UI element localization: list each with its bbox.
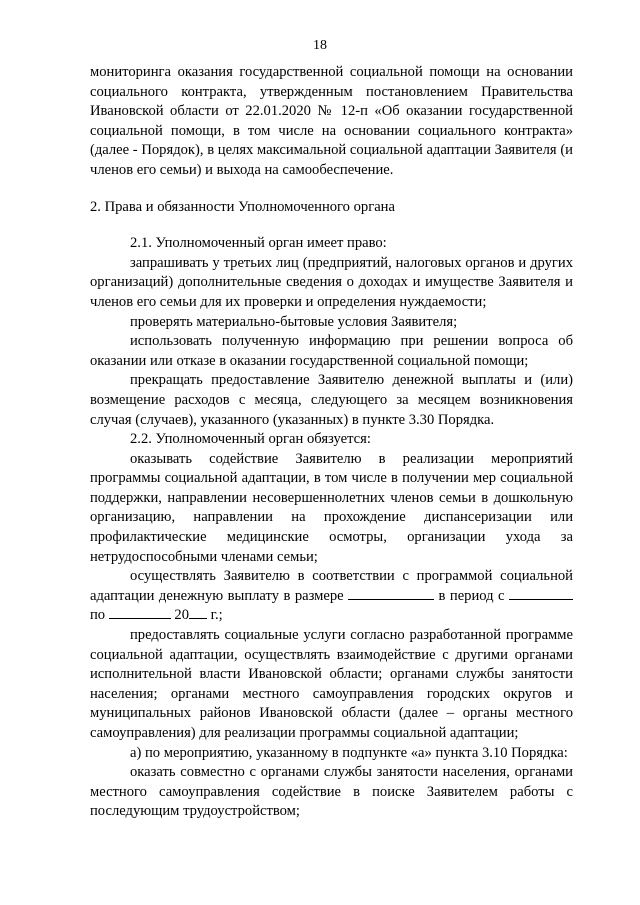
right-request-info: запрашивать у третьих лиц (предприятий, налоговых органов и других организаций) дополнительные сведения о доходах и имуществе Заявителя и членов его семьи для их проверки и определения нуждаемости;: [90, 254, 573, 310]
duty-assist: оказывать содействие Заявителю в реализации мероприятий программы социальной адаптации, в том числе в получении мер социальной поддержки, направлении несовершеннолетних членов семьи в дошкольную организацию, направлении на прохождение диспансеризации или профилактические медицинские осмотры, организации ухода за нетрудоспособными членами семьи;: [90, 450, 573, 565]
subitem-a-employment: оказать совместно с органами службы занятости населения, органами местного самоуправления содействие в поиске Заявителем работы с последующим трудоустройством;: [90, 764, 573, 820]
duty-payment-text: осуществлять Заявителю в соответствии с программой социальной адаптации денежную выплату в размере: [90, 568, 573, 604]
intro-paragraph: мониторинга оказания государственной социальной помощи на основании социального контракта, утвержденным постановлением Правительства Ивановской области от 22.01.2020 № 12-п «Об оказании государственной социальной помощи, в том числе на основании социального контракта» (далее - Порядок), в целях максимальной социальной адаптации Заявителя (и членов его семьи) и выхода на самообеспечение.: [90, 64, 573, 178]
document-body: [90, 63, 573, 822]
duty-social-services: предоставлять социальные услуги согласно разработанной программе социальной адаптации, осуществлять взаимодействие с другими органами исполнительной власти Ивановской области; органами службы занятости населения; органами местного самоуправления городских округов и муниципальных районов Ивановской области (далее – органы местного самоуправления) для реализации программы социальной адаптации;: [90, 627, 573, 741]
year-blank[interactable]: [189, 606, 207, 619]
section-heading: 2. Права и обязанности Уполномоченного органа: [90, 198, 395, 215]
duty-payment: [90, 567, 573, 626]
date-to-blank[interactable]: [109, 606, 171, 619]
year-prefix: 20: [174, 607, 190, 624]
year-suffix: г.;: [210, 607, 223, 624]
section-2-2-title: 2.2. Уполномоченный орган обязуется:: [130, 431, 371, 448]
right-check-conditions: проверять материально-бытовые условия Заявителя;: [130, 313, 458, 330]
section-2-1-title: 2.1. Уполномоченный орган имеет право:: [130, 235, 387, 252]
right-use-info: использовать полученную информацию при решении вопроса об оказании или отказе в оказании государственной социальной помощи;: [90, 333, 573, 369]
right-stop-payment: прекращать предоставление Заявителю денежной выплаты и (или) возмещение расходов с месяца, следующего за месяцем возникновения случая (случаев), указанного (указанных) в пункте 3.30 Порядка.: [90, 372, 573, 428]
page-number: 18: [313, 38, 327, 53]
subitem-a: а) по мероприятию, указанному в подпункте «а» пункта 3.10 Порядка:: [130, 744, 568, 761]
period-to-label: по: [90, 607, 106, 624]
period-from-label: в период с: [438, 587, 505, 604]
amount-blank[interactable]: [348, 587, 434, 600]
date-from-blank[interactable]: [509, 587, 573, 600]
